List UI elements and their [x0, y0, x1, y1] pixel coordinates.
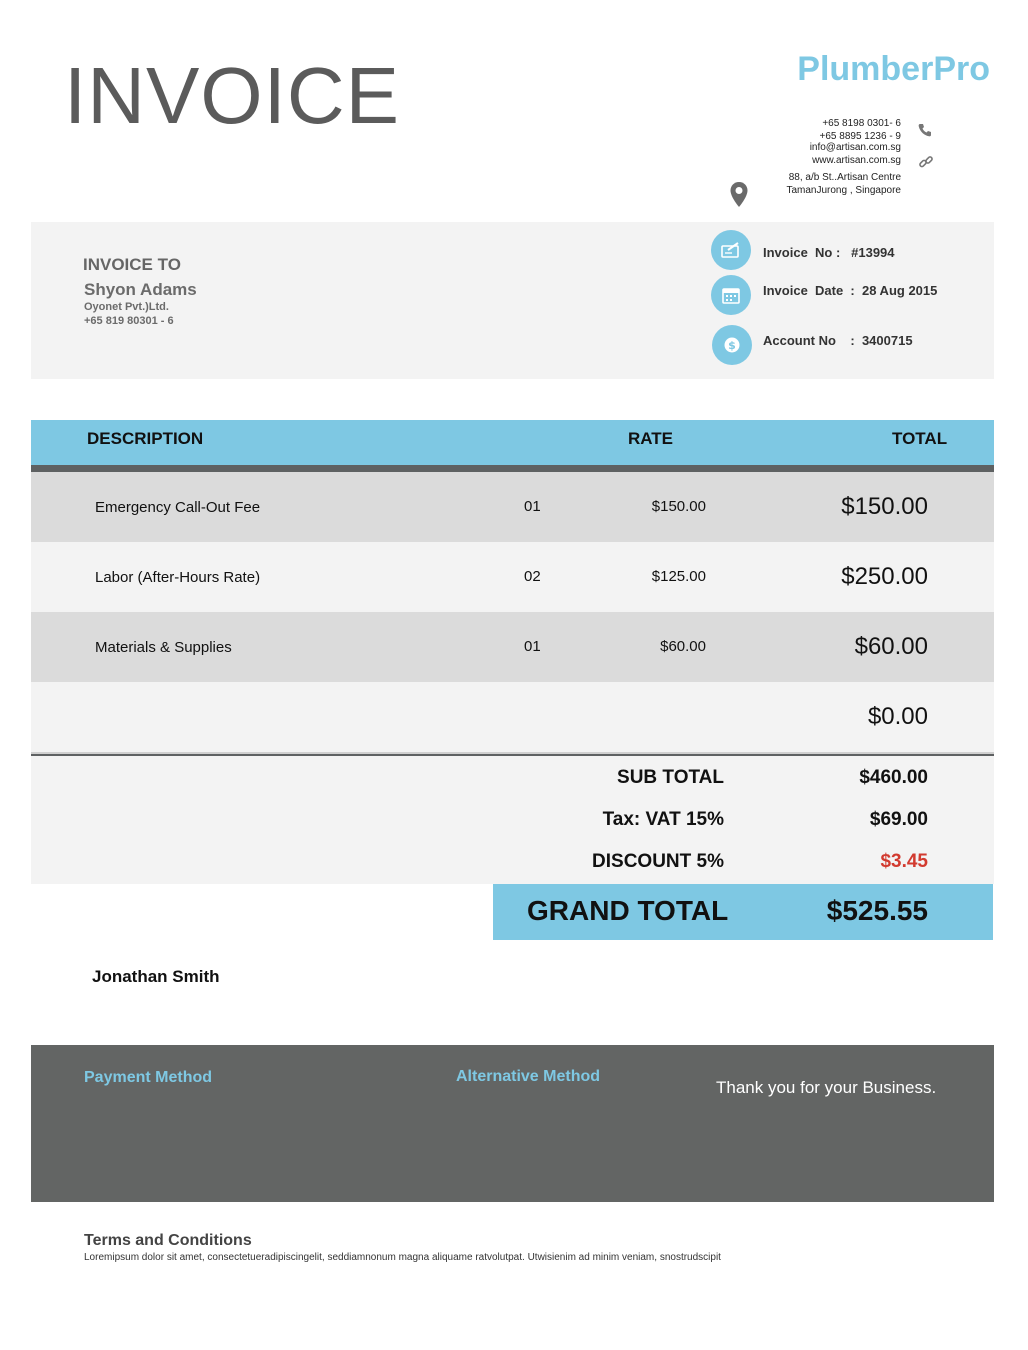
calendar-icon — [711, 275, 751, 315]
phone-icon — [917, 122, 933, 138]
link-icon — [918, 154, 934, 170]
discount-label: DISCOUNT 5% — [592, 851, 724, 872]
address-line-1: 88, a/b St..Artisan Centre — [788, 172, 901, 183]
item-total: $150.00 — [841, 493, 928, 520]
tax-value: $69.00 — [869, 809, 928, 830]
invoice-title: INVOICE — [64, 51, 400, 140]
item-description: Labor (After-Hours Rate) — [95, 569, 261, 586]
alternative-method-label: Alternative Method — [456, 1068, 601, 1085]
item-description: Emergency Call-Out Fee — [95, 499, 261, 516]
item-rate: $150.00 — [651, 498, 706, 515]
svg-text:$: $ — [728, 339, 736, 352]
payment-method-label: Payment Method — [84, 1069, 213, 1086]
column-rate: RATE — [628, 429, 674, 448]
item-quantity: 01 — [524, 498, 541, 515]
terms-text: Loremipsum dolor sit amet, consectetueradipiscingelit, seddiamnonum magna aliquame ratvolutpat. Utwisienim ad minim veniam, snostrudscipit — [84, 1252, 721, 1263]
contact-address — [786, 172, 901, 197]
invoice-date: Invoice Date : 28 Aug 2015 — [763, 283, 938, 298]
address-line-2: TamanJurong , Singapore — [786, 184, 901, 196]
client-company: Oyonet Pvt.)Ltd. — [84, 301, 169, 313]
column-description: DESCRIPTION — [87, 429, 204, 448]
tax-label: Tax: VAT 15% — [602, 809, 724, 830]
item-rate: $60.00 — [660, 638, 706, 655]
dollar-coin-icon — [712, 325, 752, 365]
phone-2: +65 8895 1236 - 9 — [819, 130, 901, 142]
subtotal-value: $460.00 — [859, 767, 928, 788]
item-description: Materials & Supplies — [95, 639, 232, 656]
client-name: Shyon Adams — [84, 280, 197, 299]
email-text: info@artisan.com.sg — [809, 142, 901, 153]
location-pin-icon — [729, 181, 749, 209]
item-quantity: 02 — [524, 568, 541, 585]
contact-phones — [820, 118, 901, 143]
discount-value: $3.45 — [880, 851, 928, 872]
brand-logo-text: PlumberPro — [797, 50, 990, 88]
item-quantity: 01 — [524, 638, 541, 655]
terms-title: Terms and Conditions — [84, 1232, 252, 1249]
item-total: $0.00 — [867, 703, 928, 730]
thank-you-text: Thank you for your Business. — [716, 1078, 937, 1097]
invoice-number: Invoice No : #13994 — [763, 245, 895, 260]
contact-web — [810, 142, 901, 167]
subtotal-label: SUB TOTAL — [617, 767, 724, 788]
phone-1: +65 8198 0301- 6 — [822, 118, 901, 129]
item-total: $60.00 — [854, 633, 928, 660]
item-total: $250.00 — [841, 563, 928, 590]
table-header-divider — [31, 465, 994, 472]
grand-total-label: GRAND TOTAL — [527, 895, 729, 926]
grand-total-value: $525.55 — [826, 895, 928, 926]
invoice-number-icon — [711, 230, 751, 270]
column-total: TOTAL — [892, 429, 948, 448]
website-text: www.artisan.com.sg — [812, 154, 901, 166]
item-rate: $125.00 — [651, 568, 706, 585]
signer-name: Jonathan Smith — [92, 967, 220, 986]
account-number: Account No : 3400715 — [763, 333, 913, 348]
invoice-to-label: INVOICE TO — [83, 255, 181, 274]
client-phone: +65 819 80301 - 6 — [84, 315, 174, 327]
